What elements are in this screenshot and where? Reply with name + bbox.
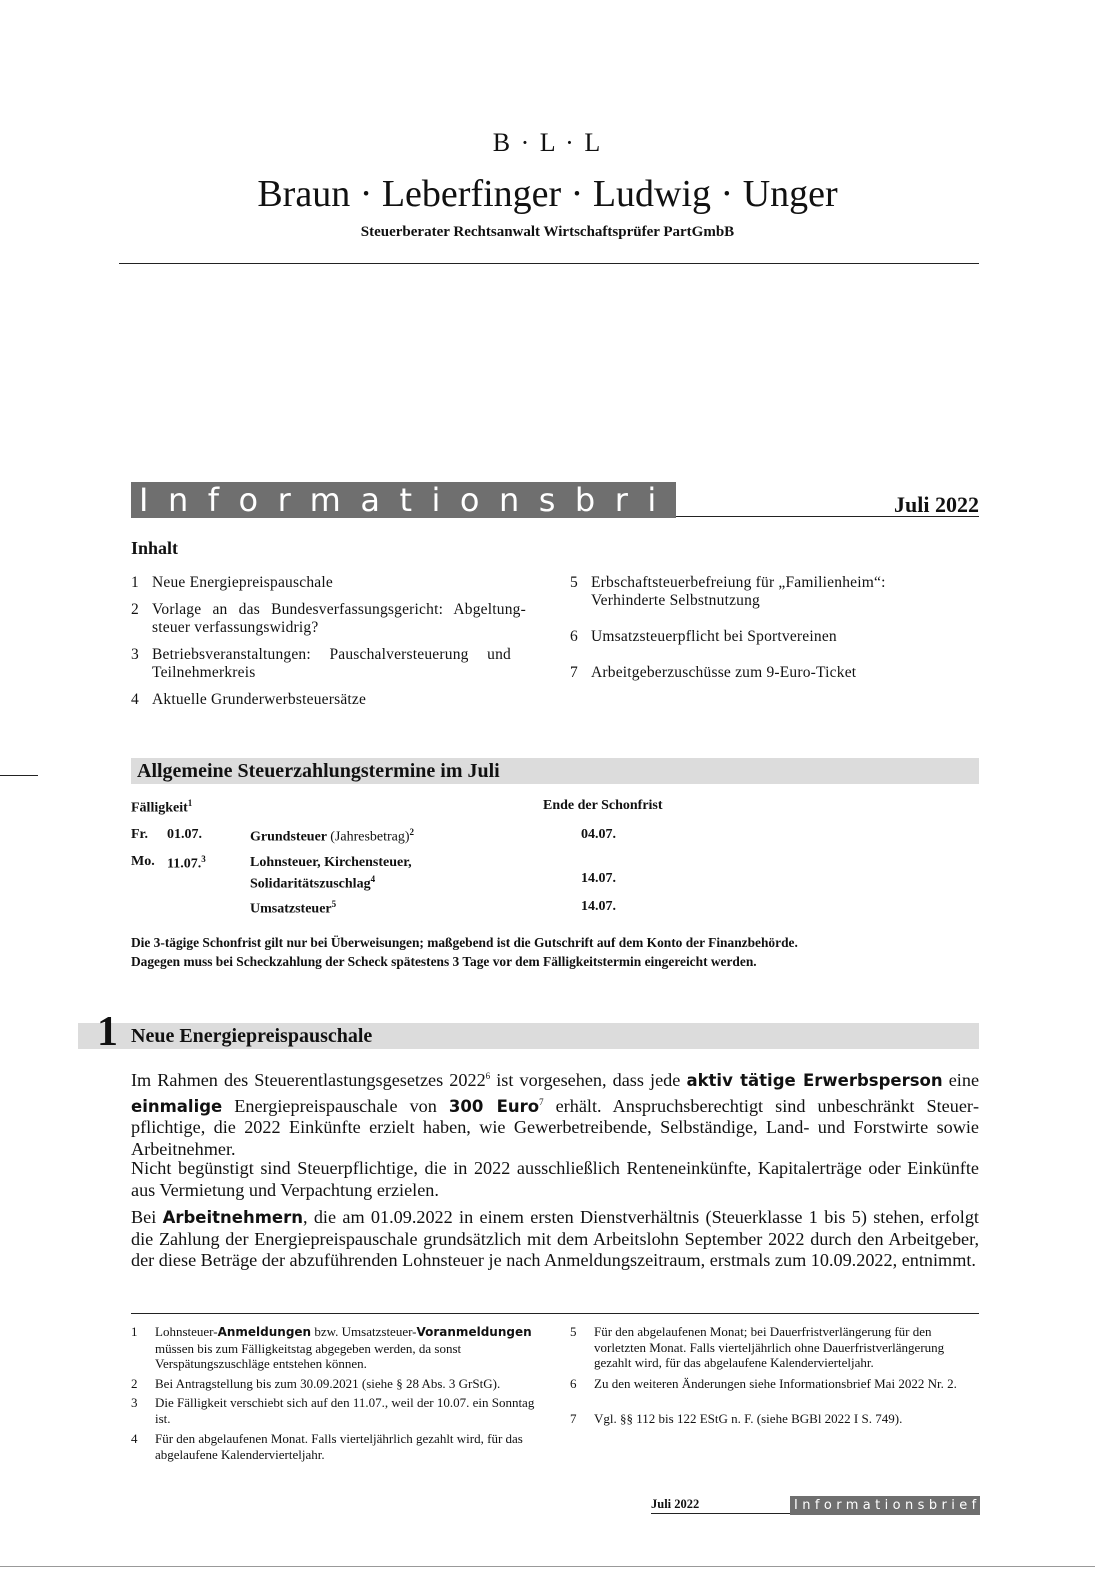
footnote: 7 Vgl. §§ 112 bis 122 EStG n. F. (siehe BGBl 2022 I S. 749). <box>570 1411 903 1426</box>
footnote: 4 Für den abgelaufenen Monat. Falls vierteljährlich gezahlt wird, für das abgelaufene Kalendervierteljahr. <box>131 1431 523 1462</box>
footnote: 6 Zu den weiteren Änderungen siehe Informationsbrief Mai 2022 Nr. 2. <box>570 1376 957 1391</box>
weekday: Fr. <box>131 827 148 842</box>
schedule-title: Allgemeine Steuerzahlungstermine im Juli <box>137 760 500 782</box>
due-date-column-header: Fälligkeit$^1$ <box>131 798 193 816</box>
toc-number: 7 <box>570 664 578 681</box>
toc-label: Aktuelle Grunderwerbsteuersätze <box>152 691 367 708</box>
contents-title: Inhalt <box>131 538 179 558</box>
toc-label: Vorlage an das Bundesverfassungsgericht: Abgeltung-steuer verfassungswidrig? <box>152 601 526 636</box>
footnote: 5 Für den abgelaufenen Monat; bei Dauerfristverlängerung für den vorletzten Monat. Falls vierteljährlich ohne Dauerfristverlängerung gezahlt wird, für das abgelaufene Kalendervierteljahr. <box>570 1324 945 1370</box>
toc-label: Arbeitgeberzuschüsse zum 9-Euro-Ticket <box>591 664 857 681</box>
footer-date: Juli 2022 <box>651 1497 700 1511</box>
toc-item-1[interactable] <box>131 574 526 592</box>
due-date: 11.07.$^3$ <box>167 854 206 872</box>
newsletter-banner: Informationsbrief <box>131 482 676 518</box>
toc-number: 1 <box>131 574 139 591</box>
tax-type: Lohnsteuer, Kirchensteuer, Solidaritätszuschlag$^4$ <box>250 855 412 892</box>
section-title: Neue Energiepreispauschale <box>131 1025 373 1047</box>
grace-date: 04.07. <box>581 827 616 842</box>
toc-number: 6 <box>570 628 578 645</box>
toc-label: Neue Energiepreispauschale <box>152 574 333 591</box>
firm-name: Braun · Leberfinger · Ludwig · Unger <box>257 173 838 215</box>
grace-period-column-header: Ende der Schonfrist <box>543 798 663 813</box>
footnote: 2 Bei Antragstellung bis zum 30.09.2021 (siehe § 28 Abs. 3 GrStG). <box>131 1376 501 1391</box>
header-divider <box>119 263 979 264</box>
weekday: Mo. <box>131 854 155 869</box>
toc-number: 2 <box>131 601 139 618</box>
margin-fold-mark <box>0 775 38 776</box>
toc-item-2[interactable] <box>131 601 526 637</box>
toc-label: Erbschaftsteuerbefreiung für „Familienheim“: Verhinderte Selbstnutzung <box>591 574 886 609</box>
toc-number: 5 <box>570 574 578 591</box>
paragraph: Im Rahmen des Steuerentlastungsgesetzes 2022$^6$ ist vorgesehen, dass jede aktiv tätige Erwerbsperson eine einmalige Energiepreispauschale von 300 Euro$^7$ erhält. Anspruchsberechtigt sind unbeschränkt Steuerpflichtige, die 2022 Einkünfte erzielt haben, wie Gewerbetreibende, Selbständige, Land- und Forstwirte sowie Arbeitnehmer. <box>131 1070 980 1159</box>
tax-type: Umsatzsteuer$^5$ <box>250 899 337 917</box>
grace-date: 14.07. <box>581 871 616 886</box>
footer-divider <box>651 1513 791 1514</box>
footer-banner: Informationsbrief <box>790 1496 980 1515</box>
paragraph: Bei Arbeitnehmern, die am 01.09.2022 in einem ersten Dienstverhältnis (Steuerklasse 1 bis 5) stehen, erfolgt die Zahlung der Energiepreispauschale grundsätzlich mit dem Arbeitslohn September 2022 durch den Arbeitgeber, der diese Beträge der abzuführenden Lohnsteuer je nach Anmeldungszeitraum, erstmals zum 10.09.2022, entnimmt. <box>131 1207 979 1270</box>
toc-item-5[interactable] <box>570 574 930 610</box>
tax-type: Grundsteuer (Jahresbetrag)$^2$ <box>250 827 415 845</box>
paragraph: Nicht begünstigt sind Steuerpflichtige, die in 2022 ausschließlich Renteneinkünfte, Kapitalerträge oder Einkünfte aus Vermietung und Verpachtung erzielen. <box>131 1158 979 1200</box>
grace-date: 14.07. <box>581 899 616 914</box>
firm-subtitle: Steuerberater Rechtsanwalt Wirtschaftsprüfer PartGmbB <box>360 224 735 240</box>
toc-label: Betriebsveranstaltungen: Pauschalversteuerung und Teilnehmerkreis <box>152 646 511 681</box>
toc-item-7[interactable] <box>570 664 970 682</box>
firm-initials: B · L · L <box>492 128 603 157</box>
toc-number: 4 <box>131 691 139 708</box>
toc-item-4[interactable] <box>131 691 526 709</box>
page-bottom-edge <box>0 1566 1095 1567</box>
toc-number: 3 <box>131 646 139 663</box>
toc-item-3[interactable] <box>131 646 511 682</box>
toc-item-6[interactable] <box>570 628 970 646</box>
toc-label: Umsatzsteuerpflicht bei Sportvereinen <box>591 628 837 645</box>
footnote: 3 Die Fälligkeit verschiebt sich auf den 11.07., weil der 10.07. ein Sonntag ist. <box>131 1395 535 1426</box>
due-date: 01.07. <box>167 827 202 842</box>
section-number: 1 <box>97 1009 118 1055</box>
footnote: 1 Lohnsteuer-Anmeldungen bzw. Umsatzsteuer-Voranmeldungen müssen bis zum Fälligkeitstag abgegeben werden, da sonst Verspätungszuschläge entstehen können. <box>131 1324 532 1371</box>
grace-period-note: Die 3-tägige Schonfrist gilt nur bei Überweisungen; maßgebend ist die Gutschrift auf dem Konto der Finanzbehörde. Dagegen muss bei Scheckzahlung der Scheck spätestens 3 Tage vor dem Fälligkeitstermin eingereicht werden. <box>131 935 798 969</box>
issue-date: Juli 2022 <box>894 492 979 517</box>
footnote-divider <box>131 1313 979 1314</box>
